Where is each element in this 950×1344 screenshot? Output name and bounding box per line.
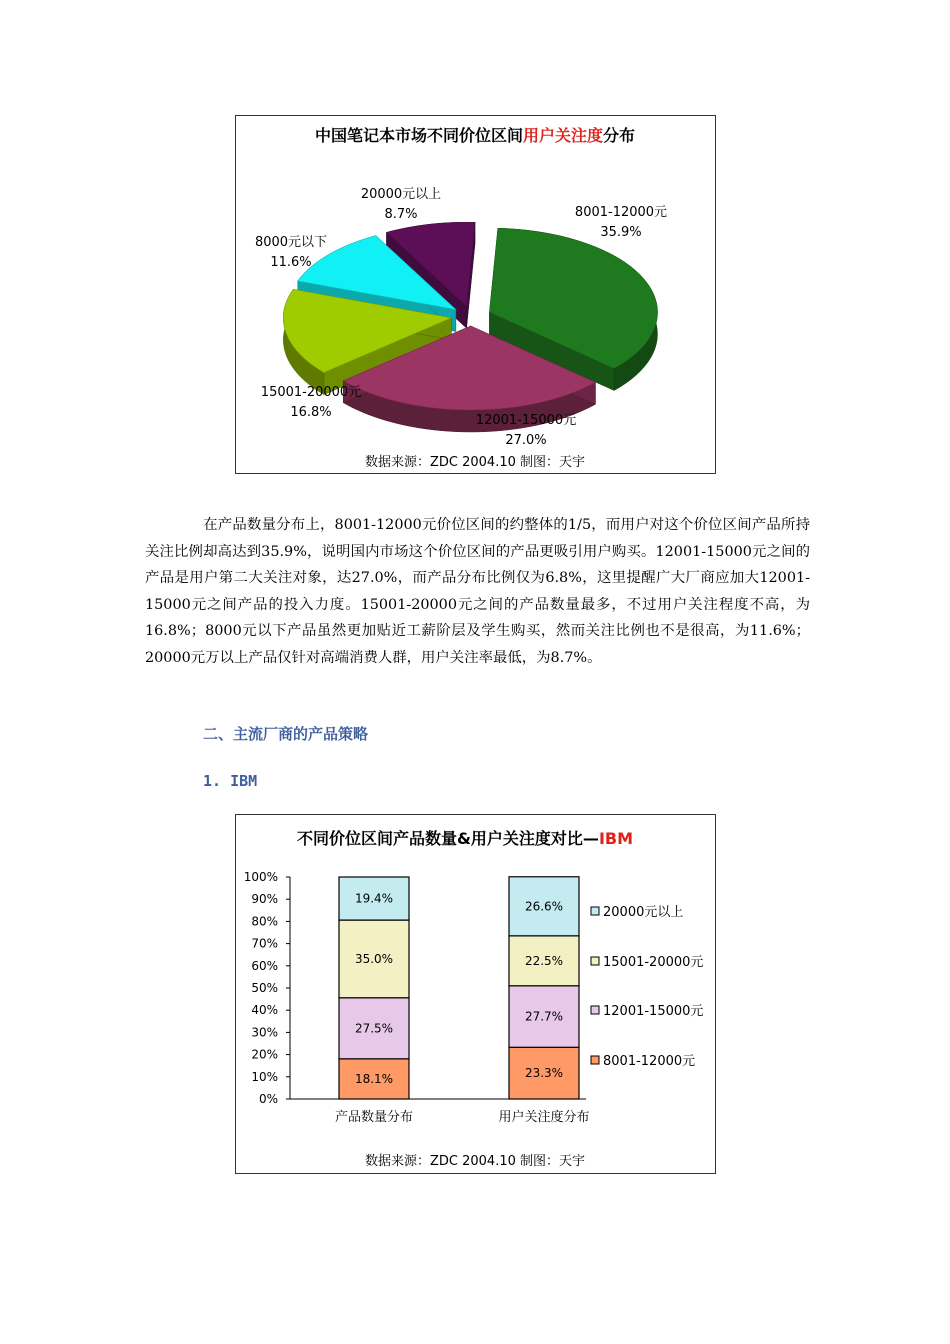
pie-title-highlight: 用户关注度 <box>522 126 604 145</box>
legend-swatch-0 <box>591 1056 599 1064</box>
bar-data-label: 23.3% <box>524 1066 564 1081</box>
y-tick-label: 30% <box>251 1025 278 1040</box>
legend-label-0: 8001-12000元 <box>603 1054 696 1069</box>
y-tick-label: 0% <box>258 1092 278 1106</box>
legend-swatch-3 <box>591 907 599 915</box>
y-tick-label: 50% <box>251 981 278 995</box>
bar-data-label: 27.5% <box>354 1021 394 1036</box>
bar-data-label: 27.7% <box>524 1009 564 1024</box>
legend-swatch-2 <box>591 957 599 965</box>
legend-label-2: 15001-20000元 <box>603 955 704 970</box>
bar-data-label: 19.4% <box>354 891 394 906</box>
legend-label-3: 20000元以上 <box>603 905 684 920</box>
bar-data-label: 22.5% <box>524 953 564 968</box>
bar-title-highlight: IBM <box>598 829 634 848</box>
pie-title-suffix: 分布 <box>603 126 636 145</box>
y-tick-label: 40% <box>251 1003 278 1018</box>
bar-chart-title <box>297 829 633 848</box>
pie-label-2: 15001-20000元 <box>260 385 362 400</box>
bar-data-label: 35.0% <box>354 951 394 966</box>
pie-pct-0: 35.9% <box>600 225 642 240</box>
bar-chart-source: 数据来源：ZDC 2004.10 制图：天宇 <box>364 1154 586 1169</box>
section-heading: 二、主流厂商的产品策略 <box>203 725 369 743</box>
bar-data-label: 18.1% <box>354 1071 394 1086</box>
y-tick-label: 80% <box>251 914 278 929</box>
y-tick-label: 60% <box>251 958 278 973</box>
bar-title-prefix: 不同价位区间产品数量&用户关注度对比— <box>296 829 599 848</box>
legend-swatch-1 <box>591 1006 599 1014</box>
y-tick-label: 10% <box>251 1069 278 1084</box>
pie-pct-3: 11.6% <box>270 255 312 270</box>
subsection-heading: 1. IBM <box>203 772 258 790</box>
bar-chart-svg <box>236 815 715 1173</box>
body-paragraph <box>145 512 810 672</box>
legend-label-1: 12001-15000元 <box>603 1004 704 1019</box>
y-tick-label: 70% <box>251 936 278 951</box>
y-tick-label: 90% <box>251 892 278 907</box>
pie-pct-2: 16.8% <box>290 405 332 420</box>
x-category-label: 产品数量分布 <box>334 1110 414 1125</box>
pie-label-0: 8001-12000元 <box>574 205 668 220</box>
pie-label-3: 8000元以下 <box>254 235 328 250</box>
pie-chart-title <box>315 126 635 145</box>
pie-pct-4: 8.7% <box>384 207 418 222</box>
paragraph-text: 在产品数量分布上，8001-12000元价位区间的约整体的1/5，而用户对这个价位区间产品所持关注比例却高达到35.9%，说明国内市场这个价位区间的产品更吸引用户购买。12001-15000元之间的产品是用户第二大关注对象，达27.0%，而产品分布比例仅为6.8%，这里提醒广大厂商应加大12001-15000元之间产品的投入力度。15001-20000元之间的产品数量最多，不过用户关注程度不高，为16.8%；8000元以下产品虽然更加贴近工薪阶层及学生购买，然而关注比例也不是很高，为11.6%；20000元万以上产品仅针对高端消费人群，用户关注率最低，为8.7%。 <box>145 517 810 666</box>
y-tick-label: 100% <box>243 870 278 884</box>
pie-label-4: 20000元以上 <box>360 187 442 202</box>
pie-label-1: 12001-15000元 <box>475 413 577 428</box>
bar-data-label: 26.6% <box>524 899 564 914</box>
bar-chart-figure <box>235 814 716 1174</box>
pie-title-prefix: 中国笔记本市场不同价位区间 <box>314 126 523 145</box>
y-tick-label: 20% <box>251 1047 278 1062</box>
x-category-label: 用户关注度分布 <box>498 1110 590 1125</box>
pie-pct-1: 27.0% <box>505 433 547 448</box>
pie-chart-source: 数据来源：ZDC 2004.10 制图：天宇 <box>364 455 586 470</box>
pie-chart-figure <box>235 115 716 474</box>
pie-chart-svg <box>236 116 715 473</box>
